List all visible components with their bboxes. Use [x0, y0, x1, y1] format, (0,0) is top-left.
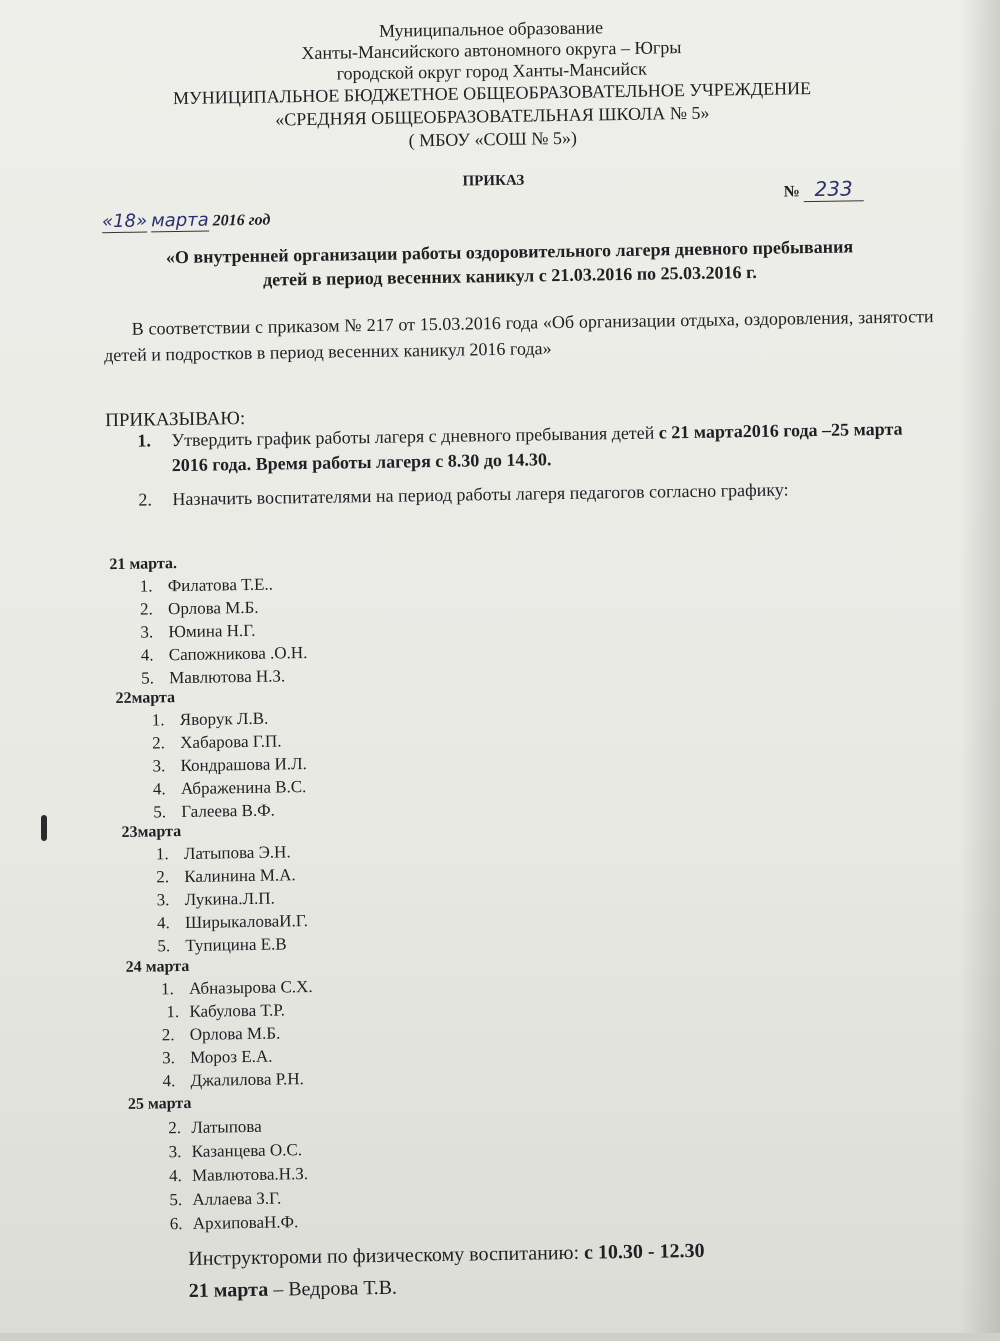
schedule-day-heading: 22марта [115, 689, 175, 708]
header-line-5: «СРЕДНЯЯ ОБЩЕОБРАЗОВАТЕЛЬНАЯ ШКОЛА № 5» [92, 99, 892, 134]
item-number: 1. [137, 428, 151, 453]
instructors-label: Инструктороми по физическому воспитанию: [188, 1242, 584, 1270]
header-line-2: Ханты-Мансийского автономного округа – Югры [91, 33, 891, 68]
date-month-handwritten: марта [151, 210, 209, 233]
order-number [783, 176, 863, 202]
list-item: 4. ШирыкаловаИ.Г. [157, 910, 308, 934]
order-subject [104, 233, 915, 294]
date-year: 2016 год [213, 212, 271, 230]
item-number: 2. [138, 487, 152, 512]
list-item: 3. Лукина.Л.П. [157, 888, 276, 912]
item-text: Утвердить график работы лагеря с дневного пребывания детей [171, 422, 659, 450]
list-item: 1. Яворук Л.В. [152, 708, 269, 732]
list-item: 4. Мавлютова.Н.З. [169, 1163, 308, 1187]
date-day-handwritten: «18» [102, 210, 147, 233]
instructors-line [188, 1240, 705, 1271]
order-item-2 [138, 475, 938, 513]
list-item: 2. Калинина М.А. [156, 864, 296, 888]
schedule-day-heading: 24 марта [126, 958, 190, 977]
list-item: 4. Абраженина В.С. [153, 776, 307, 800]
list-item: 4. Сапожникова .О.Н. [141, 642, 308, 667]
list-item: 1. Абназырова С.Х. [161, 976, 313, 1000]
list-item: 5. Галеева В.Ф. [153, 800, 275, 824]
instructor-assignment [189, 1277, 398, 1303]
list-item: 3. Кондрашова И.Л. [152, 753, 307, 777]
schedule-day-heading: 25 марта [128, 1095, 192, 1114]
instructor-name: – Ведрова Т.В. [268, 1277, 397, 1301]
list-item: 4. Джалилова Р.Н. [162, 1068, 304, 1092]
list-item: 1. Филатова Т.Е.. [140, 574, 274, 598]
list-item: 2. Орлова М.Б. [162, 1023, 281, 1047]
item-text-bold: с 21 марта2016 года –25 марта 2016 года. Время работы лагеря с 8.30 до 14.30. [172, 419, 903, 475]
item-text: Назначить воспитателями на период работы лагеря педагогов согласно графику: [172, 479, 788, 509]
subject-line-1: «О внутренней организации работы оздоровительного лагеря дневного пребывания [104, 233, 914, 270]
list-item: 2. Орлова М.Б. [140, 597, 259, 621]
order-item-1 [137, 416, 938, 479]
order-number-handwritten: 233 [803, 176, 863, 202]
list-item: 6. АрхиповаН.Ф. [170, 1211, 299, 1235]
schedule-day-heading: 23марта [121, 823, 181, 842]
document-title: ПРИКАЗ [413, 172, 573, 192]
list-item: 5. Тупицина Е.В [157, 933, 287, 957]
list-item: 5. Аллаева З.Г. [169, 1188, 281, 1212]
order-date [102, 209, 271, 233]
list-item: 2. Хабарова Г.П. [152, 730, 282, 754]
header-line-6: ( МБОУ «СОШ № 5») [93, 122, 893, 157]
subject-line-2: детей в период весенних каникул с 21.03.2016 по 25.03.2016 г. [105, 257, 915, 294]
header-line-3: городской округ город Ханты-Мансийск [92, 54, 892, 89]
list-item: 3. Мороз Е.А. [162, 1046, 273, 1070]
schedule-day-heading: 21 марта. [109, 555, 177, 574]
list-item: 2. Латыпова [168, 1116, 262, 1139]
list-item: 5. Мавлютова Н.З. [141, 665, 285, 689]
header-line-4: МУНИЦИПАЛЬНОЕ БЮДЖЕТНОЕ ОБЩЕОБРАЗОВАТЕЛЬНОЕ УЧРЕЖДЕНИЕ [92, 76, 892, 111]
order-number-label: № [783, 183, 799, 200]
list-item: 1. Латыпова Э.Н. [156, 841, 291, 865]
list-item: 3. Юмина Н.Г. [140, 620, 255, 644]
intro-paragraph: В соответствии с приказом № 217 от 15.03.2016 года «Об организации отдыха, оздоровления, занятости детей и подростков в период весенних каникул 2016 года» [103, 303, 934, 368]
instructor-day: 21 марта [189, 1279, 269, 1302]
instructors-time: с 10.30 - 12.30 [584, 1240, 705, 1264]
header-line-1: Муниципальное образование [91, 12, 891, 47]
list-item: 1. Кабулова Т.Р. [166, 999, 285, 1023]
order-directive-heading: ПРИКАЗЫВАЮ: [105, 408, 245, 432]
list-item: 3. Казанцева О.С. [168, 1139, 302, 1163]
